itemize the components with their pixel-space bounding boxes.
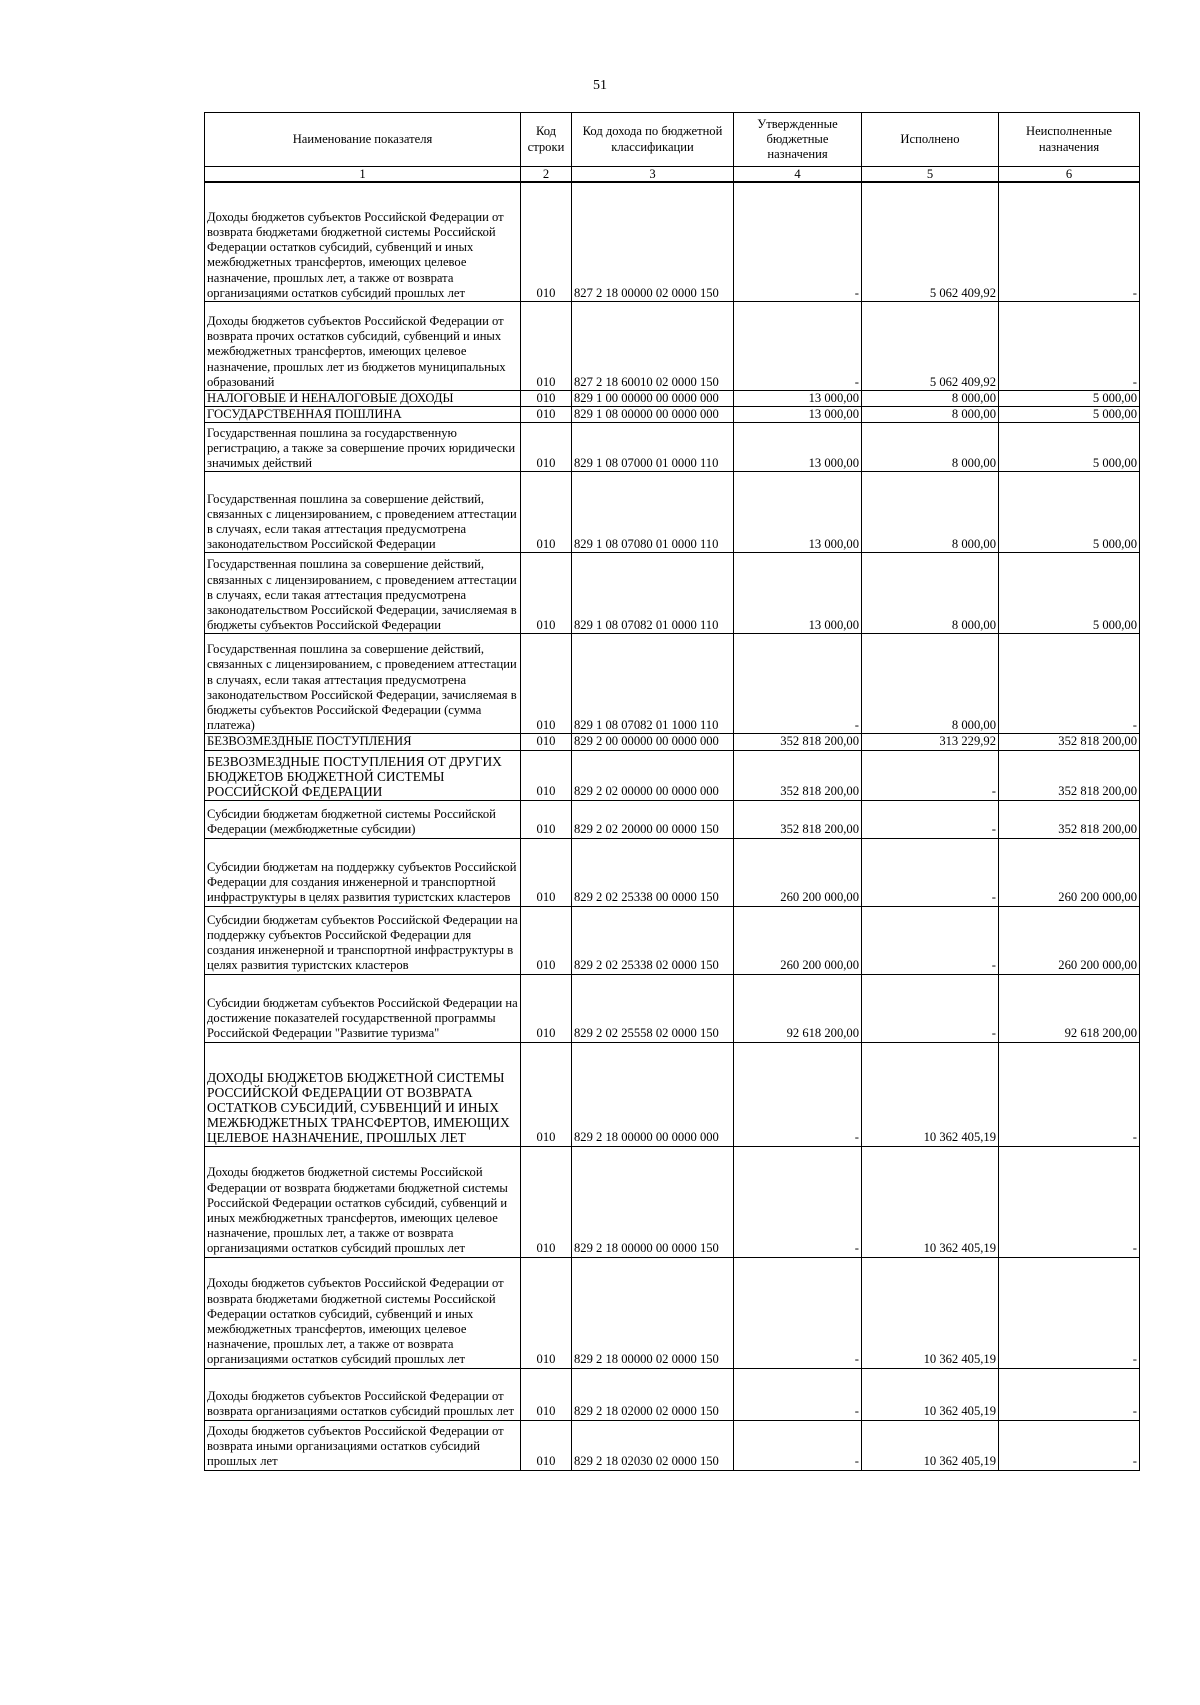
row-executed: - [862, 838, 999, 906]
row-code: 010 [521, 407, 572, 423]
row-unexecuted: 92 618 200,00 [999, 974, 1140, 1042]
row-unexecuted: - [999, 1368, 1140, 1420]
row-income-code: 829 2 02 25338 00 0000 150 [572, 838, 734, 906]
row-income-code: 827 2 18 60010 02 0000 150 [572, 302, 734, 391]
row-executed: 313 229,92 [862, 734, 999, 750]
row-name-text: ДОХОДЫ БЮДЖЕТОВ БЮДЖЕТНОЙ СИСТЕМЫ РОССИЙСКОЙ ФЕДЕРАЦИИ ОТ ВОЗВРАТА ОСТАТКОВ СУБСИДИЙ, СУБВЕНЦИЙ И ИНЫХ МЕЖБЮДЖЕТНЫХ ТРАНСФЕРТОВ, ИМЕЮЩИХ ЦЕЛЕВОЕ НАЗНАЧЕНИЕ, ПРОШЛЫХ ЛЕТ [207, 1069, 510, 1146]
row-unexecuted: - [999, 302, 1140, 391]
row-code: 010 [521, 838, 572, 906]
row-approved: 13 000,00 [734, 472, 862, 553]
row-code: 010 [521, 734, 572, 750]
row-code: 010 [521, 1042, 572, 1146]
row-name-text: Субсидии бюджетам субъектов Российской Федерации на поддержку субъектов Российской Федерации для создания инженерной и транспортной инфраструктуры в целях развития туристских кластеров [207, 912, 518, 973]
row-executed: 8 000,00 [862, 472, 999, 553]
column-number: 5 [862, 167, 999, 183]
row-name-text: Государственная пошлина за государственную регистрацию, а также за совершение прочих юридически значимых действий [207, 425, 516, 471]
row-income-code: 829 2 02 20000 00 0000 150 [572, 800, 734, 838]
row-executed: 5 062 409,92 [862, 302, 999, 391]
row-name-text: Доходы бюджетов субъектов Российской Федерации от возврата бюджетами бюджетной системы Российской Федерации остатков субсидий, субвенций и иных межбюджетных трансфертов, имеющих целевое назначение, прошлых лет, а также от возврата организациями остатков субсидий прошлых лет [207, 209, 504, 300]
row-executed: 8 000,00 [862, 391, 999, 407]
row-unexecuted: 352 818 200,00 [999, 734, 1140, 750]
row-name-text: БЕЗВОЗМЕЗДНЫЕ ПОСТУПЛЕНИЯ ОТ ДРУГИХ БЮДЖЕТОВ БЮДЖЕТНОЙ СИСТЕМЫ РОССИЙСКОЙ ФЕДЕРАЦИИ [207, 754, 502, 800]
row-unexecuted: 352 818 200,00 [999, 750, 1140, 800]
row-approved: - [734, 302, 862, 391]
row-income-code: 829 1 08 07000 01 0000 110 [572, 423, 734, 472]
row-executed: 8 000,00 [862, 553, 999, 634]
table-row [205, 1368, 1140, 1420]
row-approved: 352 818 200,00 [734, 734, 862, 750]
row-name-text: НАЛОГОВЫЕ И НЕНАЛОГОВЫЕ ДОХОДЫ [207, 391, 454, 405]
row-approved: - [734, 1420, 862, 1470]
row-income-code: 829 2 18 00000 00 0000 000 [572, 1042, 734, 1146]
row-unexecuted: - [999, 634, 1140, 734]
table-row [205, 906, 1140, 974]
row-approved: 13 000,00 [734, 423, 862, 472]
row-approved: 260 200 000,00 [734, 838, 862, 906]
row-executed: 10 362 405,19 [862, 1420, 999, 1470]
row-unexecuted: 5 000,00 [999, 472, 1140, 553]
row-unexecuted: 5 000,00 [999, 391, 1140, 407]
row-name [205, 391, 521, 407]
row-executed: 8 000,00 [862, 634, 999, 734]
table-row [205, 974, 1140, 1042]
row-unexecuted: 260 200 000,00 [999, 838, 1140, 906]
row-approved: 13 000,00 [734, 553, 862, 634]
row-code: 010 [521, 1420, 572, 1470]
row-name [205, 734, 521, 750]
row-code: 010 [521, 974, 572, 1042]
header-row-code: Код строки [521, 113, 572, 167]
row-name [205, 800, 521, 838]
row-name-text: Государственная пошлина за совершение действий, связанных с лицензированием, с проведением аттестации в случаях, если такая аттестация предусмотрена законодательством Российской Федерации, зачисляемая в бюджеты субъектов Российской Федерации [207, 557, 517, 633]
row-income-code: 829 2 18 00000 02 0000 150 [572, 1257, 734, 1368]
row-code: 010 [521, 472, 572, 553]
row-name [205, 407, 521, 423]
row-name [205, 1257, 521, 1368]
row-code: 010 [521, 553, 572, 634]
column-number: 2 [521, 167, 572, 183]
row-name [205, 1146, 521, 1257]
column-number: 6 [999, 167, 1140, 183]
row-unexecuted: - [999, 1146, 1140, 1257]
row-unexecuted: - [999, 1420, 1140, 1470]
row-code: 010 [521, 1146, 572, 1257]
row-income-code: 827 2 18 00000 02 0000 150 [572, 182, 734, 302]
table-row [205, 423, 1140, 472]
row-executed: 10 362 405,19 [862, 1368, 999, 1420]
row-approved: 13 000,00 [734, 407, 862, 423]
row-approved: - [734, 1368, 862, 1420]
table-row [205, 407, 1140, 423]
row-name-text: БЕЗВОЗМЕЗДНЫЕ ПОСТУПЛЕНИЯ [207, 734, 412, 749]
row-code: 010 [521, 634, 572, 734]
row-name-text: Доходы бюджетов бюджетной системы Российской Федерации от возврата бюджетами бюджетной системы Российской Федерации остатков субсидий, субвенций и иных межбюджетных трансфертов, имеющих целевое назначение, прошлых лет, а также от возврата организациями остатков субсидий прошлых лет [207, 1165, 508, 1256]
page-number: 51 [593, 78, 607, 93]
row-approved: 352 818 200,00 [734, 750, 862, 800]
table-header [205, 113, 1140, 183]
row-name [205, 1368, 521, 1420]
row-unexecuted: 5 000,00 [999, 553, 1140, 634]
table-row [205, 1146, 1140, 1257]
row-name-text: Государственная пошлина за совершение действий, связанных с лицензированием, с проведением аттестации в случаях, если такая аттестация предусмотрена законодательством Российской Федерации, зачисляемая в бюджеты субъектов Российской Федерации (сумма платежа) [207, 642, 517, 733]
row-unexecuted: - [999, 1257, 1140, 1368]
row-approved: 92 618 200,00 [734, 974, 862, 1042]
table-row [205, 391, 1140, 407]
row-unexecuted: 5 000,00 [999, 423, 1140, 472]
row-executed: 10 362 405,19 [862, 1042, 999, 1146]
row-name-text: Субсидии бюджетам бюджетной системы Российской Федерации (межбюджетные субсидии) [207, 807, 496, 837]
row-approved: - [734, 1042, 862, 1146]
header-unexecuted: Неисполненные назначения [999, 113, 1140, 167]
row-income-code: 829 2 00 00000 00 0000 000 [572, 734, 734, 750]
row-income-code: 829 1 08 00000 00 0000 000 [572, 407, 734, 423]
table-body [205, 182, 1140, 1470]
row-income-code: 829 1 08 07082 01 0000 110 [572, 553, 734, 634]
row-code: 010 [521, 182, 572, 302]
table-row [205, 838, 1140, 906]
header-name: Наименование показателя [205, 113, 521, 167]
row-name-text: Государственная пошлина за совершение действий, связанных с лицензированием, с проведением аттестации в случаях, если такая аттестация предусмотрена законодательством Российской Федерации [207, 491, 517, 552]
row-code: 010 [521, 302, 572, 391]
row-code: 010 [521, 1368, 572, 1420]
row-approved: 13 000,00 [734, 391, 862, 407]
row-code: 010 [521, 800, 572, 838]
row-code: 010 [521, 750, 572, 800]
row-executed: 5 062 409,92 [862, 182, 999, 302]
row-unexecuted: 5 000,00 [999, 407, 1140, 423]
row-executed: 8 000,00 [862, 423, 999, 472]
row-name [205, 182, 521, 302]
header-executed: Исполнено [862, 113, 999, 167]
header-row [205, 113, 1140, 167]
row-name-text: Доходы бюджетов субъектов Российской Федерации от возврата иными организациями остатков субсидий прошлых лет [207, 1424, 504, 1469]
table-row [205, 553, 1140, 634]
table-row [205, 1257, 1140, 1368]
row-code: 010 [521, 906, 572, 974]
row-executed: - [862, 974, 999, 1042]
row-executed: - [862, 750, 999, 800]
row-approved: - [734, 1146, 862, 1257]
row-income-code: 829 2 18 02000 02 0000 150 [572, 1368, 734, 1420]
row-name-text: Доходы бюджетов субъектов Российской Федерации от возврата организациями остатков субсидий прошлых лет [207, 1389, 514, 1419]
row-approved: - [734, 182, 862, 302]
table-row [205, 1420, 1140, 1470]
row-name [205, 634, 521, 734]
row-name-text: Доходы бюджетов субъектов Российской Федерации от возврата прочих остатков субсидий, субвенций и иных межбюджетных трансфертов, имеющих целевое назначение, прошлых лет из бюджетов муниципальных образований [207, 313, 506, 389]
column-number: 3 [572, 167, 734, 183]
row-name-text: Доходы бюджетов субъектов Российской Федерации от возврата бюджетами бюджетной системы Российской Федерации остатков субсидий, субвенций и иных межбюджетных трансфертов, имеющих целевое назначение, прошлых лет, а также от возврата организациями остатков субсидий прошлых лет [207, 1276, 504, 1367]
row-name [205, 423, 521, 472]
row-name [205, 974, 521, 1042]
row-income-code: 829 2 02 25558 02 0000 150 [572, 974, 734, 1042]
row-executed: - [862, 906, 999, 974]
column-number-row [205, 167, 1140, 183]
row-unexecuted: - [999, 182, 1140, 302]
row-approved: - [734, 634, 862, 734]
column-number: 1 [205, 167, 521, 183]
row-unexecuted: - [999, 1042, 1140, 1146]
row-approved: 352 818 200,00 [734, 800, 862, 838]
table-row [205, 302, 1140, 391]
row-executed: - [862, 800, 999, 838]
row-name [205, 906, 521, 974]
row-income-code: 829 2 18 02030 02 0000 150 [572, 1420, 734, 1470]
table-row [205, 634, 1140, 734]
row-approved: 260 200 000,00 [734, 906, 862, 974]
row-code: 010 [521, 423, 572, 472]
row-name [205, 302, 521, 391]
row-name [205, 553, 521, 634]
row-name [205, 472, 521, 553]
row-code: 010 [521, 1257, 572, 1368]
row-name [205, 1042, 521, 1146]
row-income-code: 829 2 02 00000 00 0000 000 [572, 750, 734, 800]
row-approved: - [734, 1257, 862, 1368]
row-income-code: 829 1 08 07080 01 0000 110 [572, 472, 734, 553]
table-row [205, 750, 1140, 800]
table-row [205, 734, 1140, 750]
row-name [205, 838, 521, 906]
income-report-table [204, 112, 1140, 1471]
header-approved: Утвержденные бюджетные назначения [734, 113, 862, 167]
row-income-code: 829 1 08 07082 01 1000 110 [572, 634, 734, 734]
row-income-code: 829 2 02 25338 02 0000 150 [572, 906, 734, 974]
row-name-text: Субсидии бюджетам субъектов Российской Федерации на достижение показателей государственной программы Российской Федерации "Развитие туризма" [207, 996, 518, 1041]
row-income-code: 829 1 00 00000 00 0000 000 [572, 391, 734, 407]
row-executed: 8 000,00 [862, 407, 999, 423]
row-income-code: 829 2 18 00000 00 0000 150 [572, 1146, 734, 1257]
row-unexecuted: 260 200 000,00 [999, 906, 1140, 974]
row-executed: 10 362 405,19 [862, 1146, 999, 1257]
table-row [205, 1042, 1140, 1146]
row-executed: 10 362 405,19 [862, 1257, 999, 1368]
table-row [205, 800, 1140, 838]
table-row [205, 472, 1140, 553]
row-name-text: Субсидии бюджетам на поддержку субъектов Российской Федерации для создания инженерной и транспортной инфраструктуры в целях развития туристских кластеров [207, 860, 517, 905]
table-row [205, 182, 1140, 302]
row-name [205, 1420, 521, 1470]
row-code: 010 [521, 391, 572, 407]
row-name-text: ГОСУДАРСТВЕННАЯ ПОШЛИНА [207, 407, 402, 422]
header-income-code: Код дохода по бюджетной классификации [572, 113, 734, 167]
row-name [205, 750, 521, 800]
row-unexecuted: 352 818 200,00 [999, 800, 1140, 838]
column-number: 4 [734, 167, 862, 183]
